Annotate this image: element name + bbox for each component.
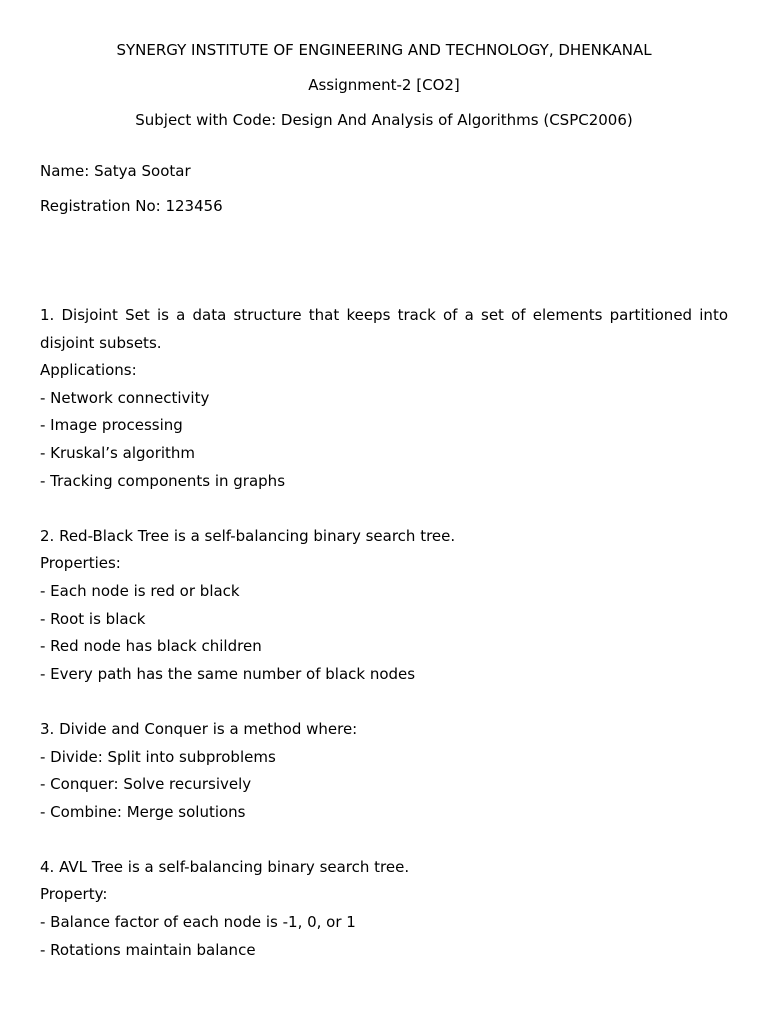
answer-line: 4. AVL Tree is a self-balancing binary search tree. bbox=[40, 857, 410, 876]
answer-line: - Combine: Merge solutions bbox=[40, 802, 246, 821]
answer-line: Applications: bbox=[40, 361, 137, 380]
answer-line: 3. Divide and Conquer is a method where: bbox=[40, 719, 358, 738]
answer-line: - Root is black bbox=[40, 609, 146, 628]
answer-4 bbox=[40, 854, 728, 964]
answer-1 bbox=[40, 302, 728, 495]
answers-section bbox=[40, 302, 728, 964]
answer-line: - Network connectivity bbox=[40, 388, 210, 407]
subject-title: Subject with Code: Design And Analysis of Algorithms (CSPC2006) bbox=[135, 111, 633, 129]
answer-line: - Conquer: Solve recursively bbox=[40, 775, 252, 794]
answer-line: disjoint subsets. bbox=[40, 333, 162, 352]
answer-3 bbox=[40, 716, 728, 826]
institution-title: SYNERGY INSTITUTE OF ENGINEERING AND TECHNOLOGY, DHENKANAL bbox=[116, 41, 652, 59]
paragraph-gap bbox=[40, 495, 728, 523]
answer-line: - Image processing bbox=[40, 416, 183, 435]
answer-2 bbox=[40, 523, 728, 689]
answer-line: - Tracking components in graphs bbox=[40, 471, 286, 490]
answer-line: Properties: bbox=[40, 554, 121, 573]
answer-line: - Rotations maintain balance bbox=[40, 940, 256, 959]
paragraph-gap bbox=[40, 826, 728, 854]
answer-line: - Kruskal’s algorithm bbox=[40, 443, 196, 462]
answer-line: - Balance factor of each node is -1, 0, or 1 bbox=[40, 913, 356, 932]
student-name: Name: Satya Sootar bbox=[40, 162, 191, 180]
answer-line: - Every path has the same number of black nodes bbox=[40, 664, 416, 683]
answer-line: 1. Disjoint Set is a data structure that keeps track of a set of elements partitioned into bbox=[40, 306, 728, 324]
answer-line: - Red node has black children bbox=[40, 637, 262, 656]
answer-line: 2. Red-Black Tree is a self-balancing binary search tree. bbox=[40, 526, 456, 545]
paragraph-gap bbox=[40, 688, 728, 716]
assignment-title: Assignment-2 [CO2] bbox=[308, 76, 460, 94]
answer-line: Property: bbox=[40, 885, 108, 904]
answer-line: - Divide: Split into subproblems bbox=[40, 747, 276, 766]
answer-line: - Each node is red or black bbox=[40, 581, 240, 600]
registration-number: Registration No: 123456 bbox=[40, 197, 223, 215]
